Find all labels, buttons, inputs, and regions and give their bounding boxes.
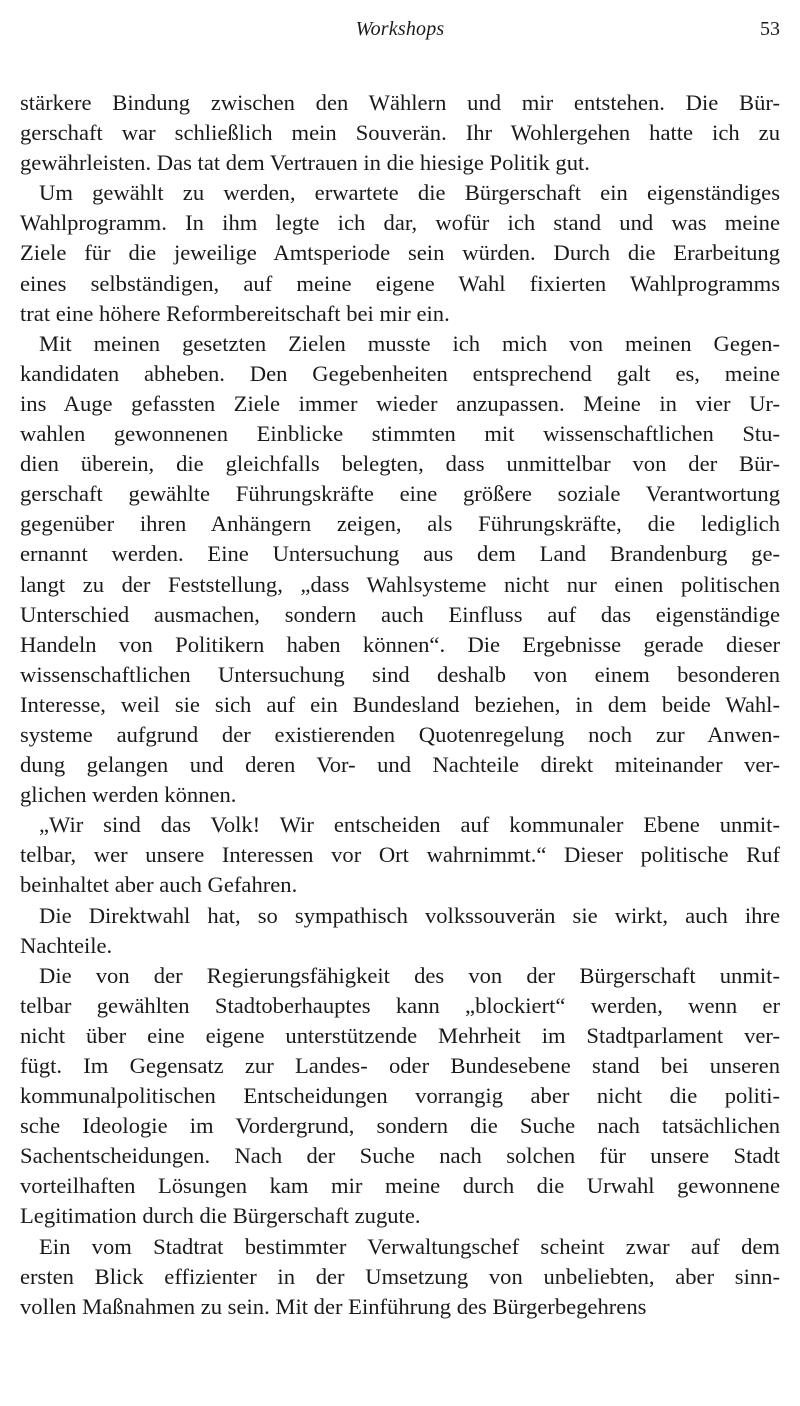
text-line: langt zu der Feststellung, „dass Wahlsysteme nicht nur einen politischen [20,571,780,597]
text-line: dien überein, die gleichfalls belegten, dass unmittelbar von der Bür- [20,451,780,477]
text-line: Interesse, weil sie sich auf ein Bundesland beziehen, in dem beide Wahl- [20,691,780,717]
paragraph [20,810,780,900]
running-head-title: Workshops [355,18,445,40]
paragraph [20,1232,780,1322]
text-line: telbar, wer unsere Interessen vor Ort wahrnimmt.“ Dieser politische Ruf [20,842,780,868]
text-line: dung gelangen und deren Vor- und Nachteile direkt miteinander ver- [20,752,780,778]
text-line: Die von der Regierungsfähigkeit des von der Bürgerschaft unmit- [39,962,780,988]
text-line: Mit meinen gesetzten Zielen musste ich mich von meinen Gegen- [39,330,780,356]
text-line: trat eine höhere Reformbereitschaft bei mir ein. [20,300,450,326]
text-line: Ein vom Stadtrat bestimmter Verwaltungschef scheint zwar auf dem [39,1233,780,1259]
text-line: Legitimation durch die Bürgerschaft zugute. [20,1203,421,1229]
text-line: telbar gewählten Stadtoberhauptes kann „blockiert“ werden, wenn er [20,992,780,1018]
paragraph [20,901,780,961]
text-line: gewährleisten. Das tat dem Vertrauen in die hiesige Politik gut. [20,150,590,176]
paragraph [20,329,780,811]
text-line: ersten Blick effizienter in der Umsetzung von unbeliebten, aber sinn- [20,1263,780,1289]
text-line: ins Auge gefassten Ziele immer wieder anzupassen. Meine in vier Ur- [20,390,780,416]
text-line: Sachentscheidungen. Nach der Suche nach solchen für unsere Stadt [20,1143,780,1169]
text-line: kandidaten abheben. Den Gegebenheiten entsprechend galt es, meine [20,360,780,386]
text-line: gerschaft war schließlich mein Souverän. Ihr Wohlergehen hatte ich zu [20,120,780,146]
text-line: Wahlprogramm. In ihm legte ich dar, wofür ich stand und was meine [20,210,780,236]
text-line: gerschaft gewählte Führungskräfte eine größere soziale Verantwortung [20,481,780,507]
running-head [20,14,780,44]
text-line: sche Ideologie im Vordergrund, sondern die Suche nach tatsächlichen [20,1113,780,1139]
text-line: Handeln von Politikern haben können“. Die Ergebnisse gerade dieser [20,631,780,657]
text-line: glichen werden können. [20,782,237,808]
text-line: stärkere Bindung zwischen den Wählern und mir entstehen. Die Bür- [20,90,780,115]
text-line: Unterschied ausmachen, sondern auch Einfluss auf das eigenständige [20,601,780,627]
text-line: Um gewählt zu werden, erwartete die Bürgerschaft ein eigenständiges [39,180,780,206]
text-line: nicht über eine eigene unterstützende Mehrheit im Stadtparlament ver- [20,1022,780,1048]
text-line: eines selbständigen, auf meine eigene Wahl fixierten Wahlprogramms [20,270,780,296]
text-line: gegenüber ihren Anhängern zeigen, als Führungskräfte, die lediglich [20,511,780,537]
page-number: 53 [760,18,780,40]
text-line: fügt. Im Gegensatz zur Landes- oder Bundesebene stand bei unseren [20,1053,780,1078]
text-line: systeme aufgrund der existierenden Quotenregelung noch zur Anwen- [20,721,780,747]
text-line: Die Direktwahl hat, so sympathisch volkssouverän sie wirkt, auch ihre [39,902,780,928]
paragraph [20,88,780,178]
text-line: wissenschaftlichen Untersuchung sind deshalb von einem besonderen [20,661,780,687]
text-line: „Wir sind das Volk! Wir entscheiden auf kommunaler Ebene unmit- [39,812,780,838]
text-line: wahlen gewonnenen Einblicke stimmten mit wissenschaftlichen Stu- [20,421,780,447]
text-line: vollen Maßnahmen zu sein. Mit der Einführung des Bürgerbegehrens [20,1293,647,1319]
text-line: Ziele für die jeweilige Amtsperiode sein würden. Durch die Erarbeitung [20,240,780,266]
paragraph [20,178,780,328]
paragraph [20,961,780,1232]
text-line: ernannt werden. Eine Untersuchung aus dem Land Brandenburg ge- [20,541,780,567]
text-line: kommunalpolitischen Entscheidungen vorrangig aber nicht die politi- [20,1083,780,1109]
text-line: vorteilhaften Lösungen kam mir meine durch die Urwahl gewonnene [20,1173,780,1199]
text-line: beinhaltet aber auch Gefahren. [20,872,298,898]
body-text-block [20,88,780,1322]
text-line: Nachteile. [20,932,113,958]
